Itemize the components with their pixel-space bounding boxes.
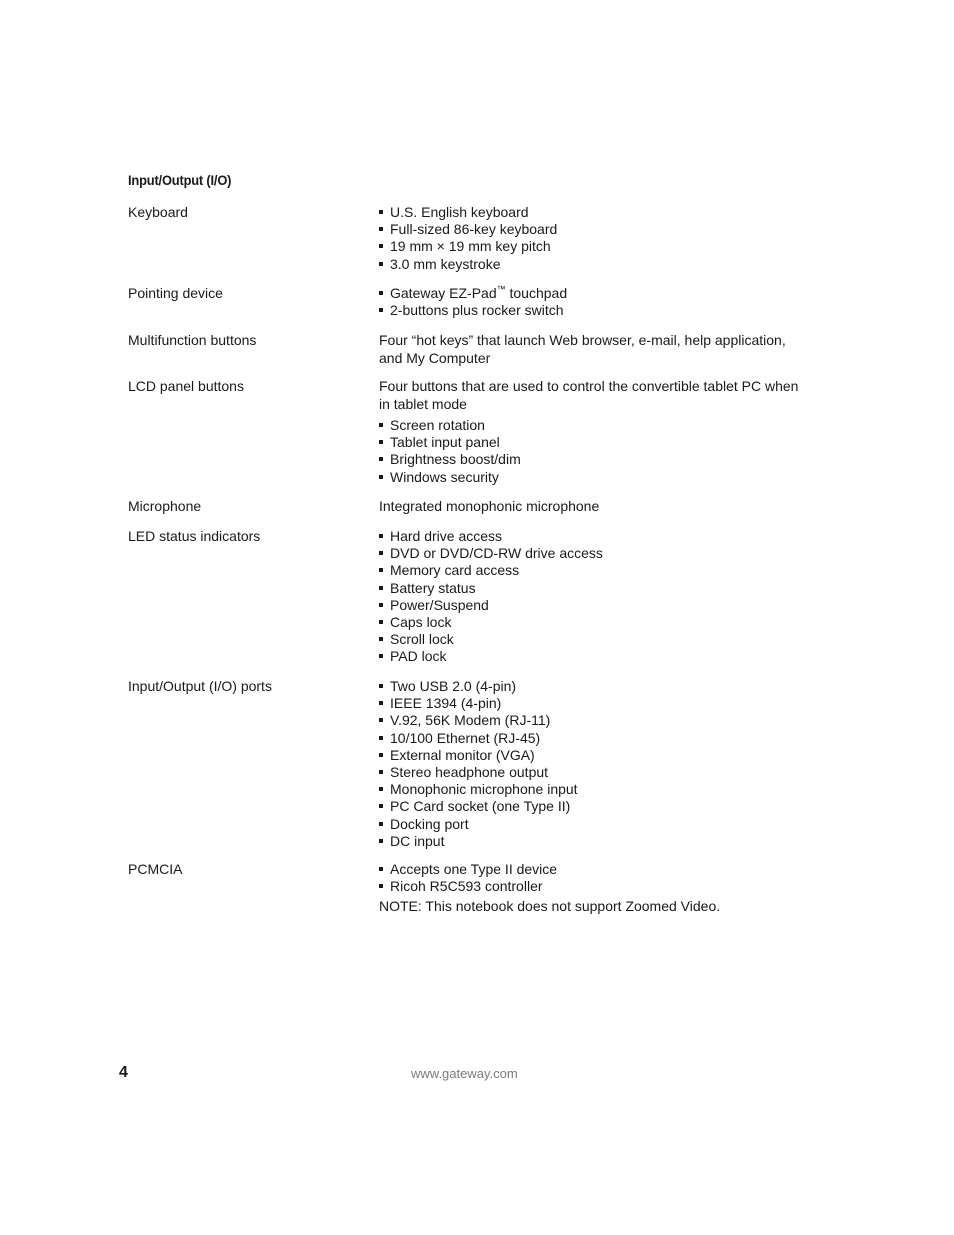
spec-text: Four buttons that are used to control the convertible tablet PC when in tablet mode (379, 378, 799, 412)
bullet-icon (379, 839, 383, 843)
bullet-icon (379, 620, 383, 624)
spec-label: Pointing device (128, 285, 223, 301)
list-item: Accepts one Type II device (379, 861, 804, 878)
list-item: Gateway EZ-Pad™ touchpad (379, 285, 804, 302)
bullet-icon (379, 603, 383, 607)
bullet-icon (379, 423, 383, 427)
spec-text: Integrated monophonic microphone (379, 498, 600, 514)
trademark-symbol: ™ (496, 284, 506, 294)
spec-label: Input/Output (I/O) ports (128, 678, 272, 694)
bullet-icon (379, 534, 383, 538)
bullet-icon (379, 551, 383, 555)
spec-label: LCD panel buttons (128, 378, 244, 394)
list-item: Tablet input panel (379, 434, 804, 451)
bullet-icon (379, 884, 383, 888)
spec-value (379, 528, 804, 666)
bullet-icon (379, 262, 383, 266)
spec-label: Keyboard (128, 204, 188, 220)
list-item: Scroll lock (379, 631, 804, 648)
list-item: Caps lock (379, 614, 804, 631)
list-item: Stereo headphone output (379, 764, 804, 781)
bullet-icon (379, 684, 383, 688)
list-item: Hard drive access (379, 528, 804, 545)
bullet-icon (379, 770, 383, 774)
bullet-list (379, 861, 804, 895)
bullet-icon (379, 210, 383, 214)
spec-value (379, 378, 804, 486)
bullet-list (379, 417, 804, 486)
bullet-icon (379, 654, 383, 658)
list-item: Windows security (379, 469, 804, 486)
list-item: Docking port (379, 816, 804, 833)
spec-value (379, 498, 804, 516)
list-item: Two USB 2.0 (4-pin) (379, 678, 804, 695)
bullet-icon (379, 867, 383, 871)
bullet-icon (379, 308, 383, 312)
bullet-icon (379, 718, 383, 722)
spec-label: LED status indicators (128, 528, 261, 544)
spec-label: Multifunction buttons (128, 332, 257, 348)
list-item: DVD or DVD/CD-RW drive access (379, 545, 804, 562)
bullet-icon (379, 227, 383, 231)
bullet-icon (379, 586, 383, 590)
spec-value (379, 204, 804, 273)
bullet-icon (379, 637, 383, 641)
note (379, 898, 804, 916)
section-title: Input/Output (I/O) (128, 172, 232, 188)
bullet-icon (379, 701, 383, 705)
list-item: Memory card access (379, 562, 804, 579)
bullet-icon (379, 244, 383, 248)
list-item: 2-buttons plus rocker switch (379, 302, 804, 319)
list-item: Ricoh R5C593 controller (379, 878, 804, 895)
spec-text: Four “hot keys” that launch Web browser, e-mail, help application, and My Computer (379, 332, 786, 366)
bullet-icon (379, 568, 383, 572)
list-item: 19 mm × 19 mm key pitch (379, 238, 804, 255)
bullet-icon (379, 787, 383, 791)
note-text: This notebook does not support Zoomed Video. (421, 898, 721, 915)
list-item: External monitor (VGA) (379, 747, 804, 764)
bullet-icon (379, 440, 383, 444)
list-item: PC Card socket (one Type II) (379, 798, 804, 815)
bullet-icon (379, 291, 383, 295)
list-item: Power/Suspend (379, 597, 804, 614)
list-item: PAD lock (379, 648, 804, 665)
list-item: Full-sized 86-key keyboard (379, 221, 804, 238)
footer-url: www.gateway.com (411, 1066, 518, 1081)
page-number: 4 (119, 1064, 128, 1081)
spec-label: Microphone (128, 498, 202, 514)
list-item: 10/100 Ethernet (RJ-45) (379, 730, 804, 747)
list-item: 3.0 mm keystroke (379, 256, 804, 273)
bullet-icon (379, 753, 383, 757)
bullet-icon (379, 736, 383, 740)
list-item: Brightness boost/dim (379, 451, 804, 468)
spec-value (379, 332, 804, 367)
note-label: NOTE: (379, 898, 422, 915)
spec-value (379, 285, 804, 319)
bullet-icon (379, 822, 383, 826)
bullet-list (379, 204, 804, 273)
bullet-icon (379, 804, 383, 808)
spec-value (379, 678, 804, 850)
spec-value (379, 861, 804, 916)
bullet-list (379, 528, 804, 666)
list-item: DC input (379, 833, 804, 850)
list-item: Battery status (379, 580, 804, 597)
spec-label: PCMCIA (128, 861, 183, 877)
list-item: Screen rotation (379, 417, 804, 434)
list-item: IEEE 1394 (4-pin) (379, 695, 804, 712)
list-item: Monophonic microphone input (379, 781, 804, 798)
bullet-list (379, 285, 804, 319)
bullet-list (379, 678, 804, 850)
list-item: U.S. English keyboard (379, 204, 804, 221)
bullet-icon (379, 457, 383, 461)
bullet-icon (379, 475, 383, 479)
list-item: V.92, 56K Modem (RJ-11) (379, 712, 804, 729)
